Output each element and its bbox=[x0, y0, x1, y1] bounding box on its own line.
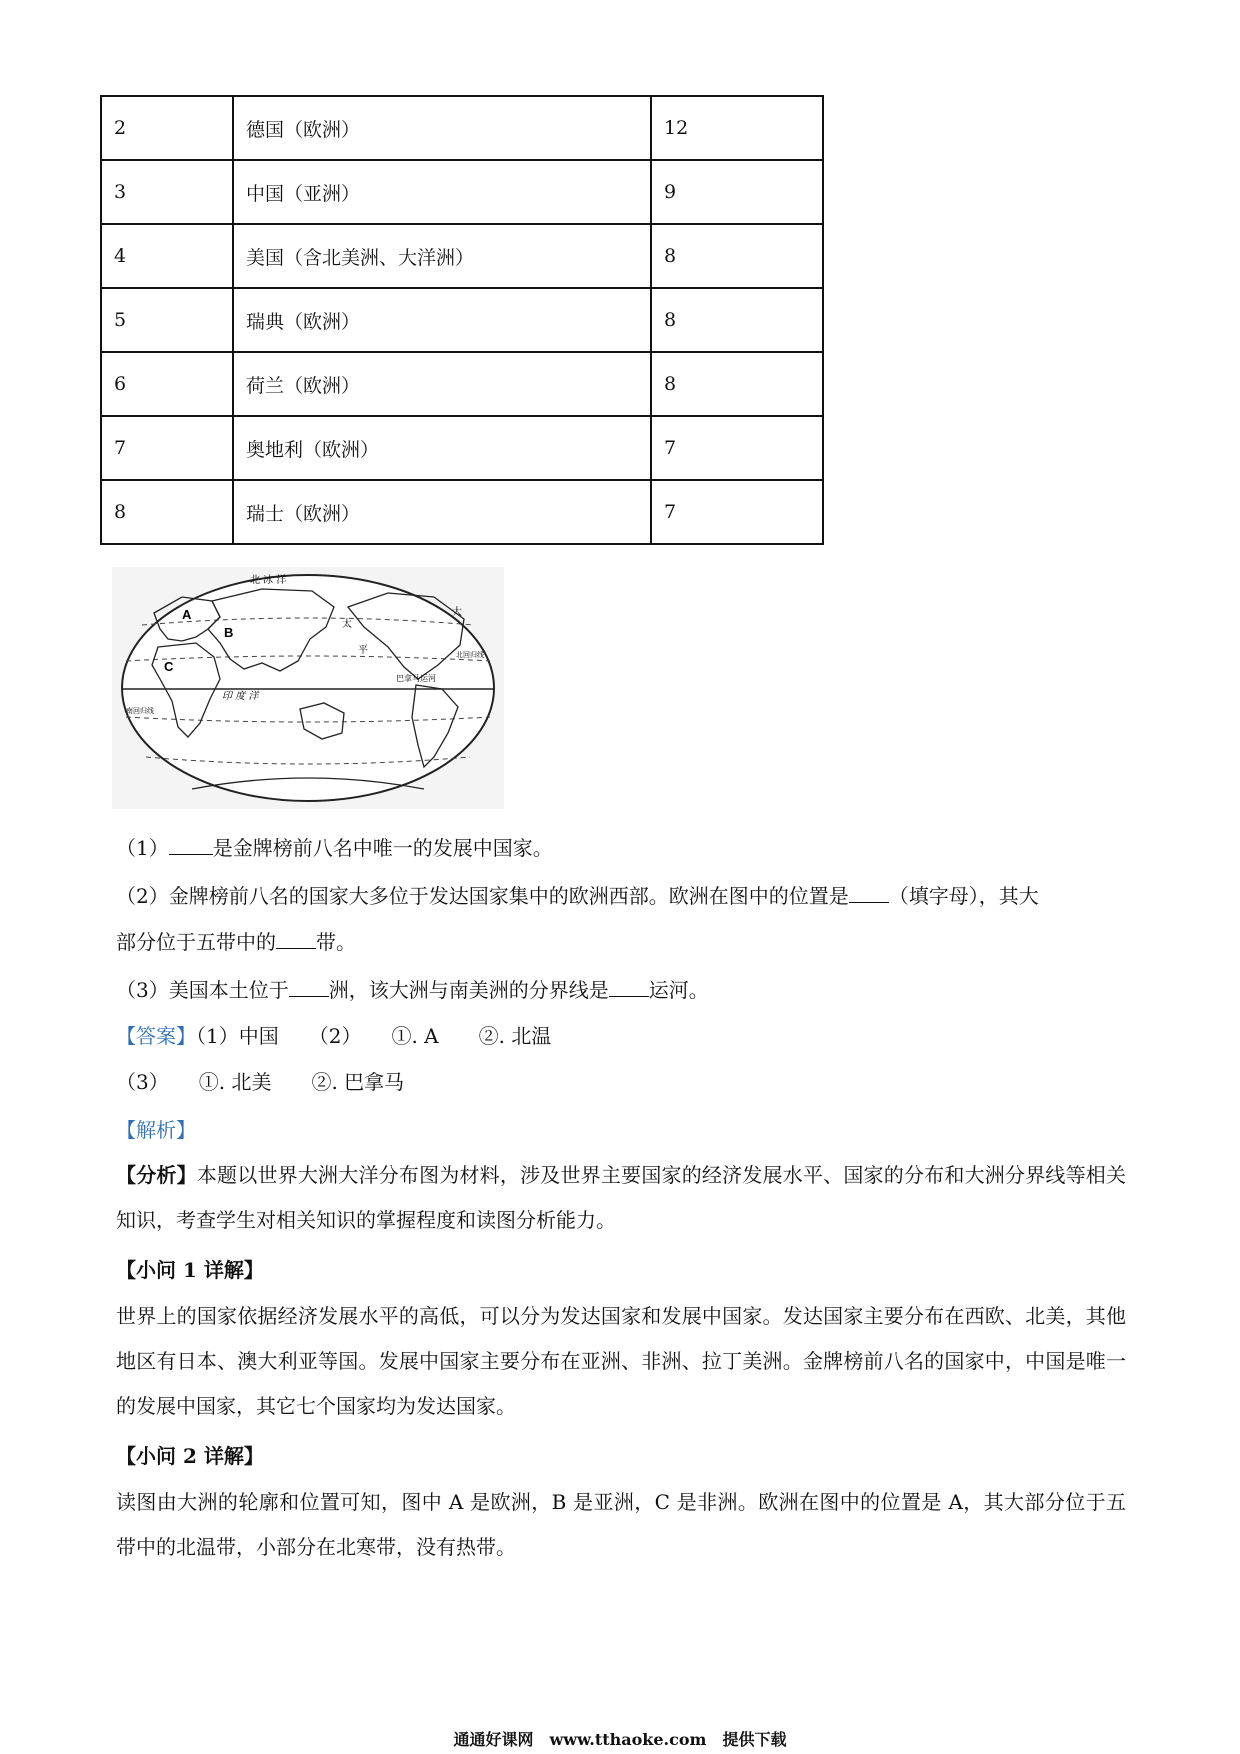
country-cell: 瑞士（欧洲） bbox=[233, 480, 651, 544]
map-label-pacific-1: 太 bbox=[342, 619, 352, 630]
map-label-n-tropic: 北回归线 bbox=[456, 651, 484, 659]
fenxi-text: 本题以世界大洲大洋分布图为材料，涉及世界主要国家的经济发展水平、国家的分布和大洲分界线等相关知识，考查学生对相关知识的掌握程度和读图分析能力。 bbox=[116, 1163, 1127, 1232]
country-cell: 美国（含北美洲、大洋洲） bbox=[233, 224, 651, 288]
gold-cell: 8 bbox=[651, 224, 823, 288]
fenxi-label: 【分析】 bbox=[116, 1163, 197, 1187]
gold-cell: 7 bbox=[651, 480, 823, 544]
country-cell: 瑞典（欧洲） bbox=[233, 288, 651, 352]
gold-cell: 9 bbox=[651, 160, 823, 224]
question-2-text-end: 带。 bbox=[316, 930, 356, 954]
table-row bbox=[101, 288, 823, 352]
map-label-b: B bbox=[224, 625, 234, 640]
rank-cell: 2 bbox=[101, 96, 233, 160]
answer-blank bbox=[289, 976, 329, 997]
medal-table bbox=[100, 95, 824, 545]
sub-question-1-title: 【小问 1 详解】 bbox=[116, 1258, 264, 1282]
table-row bbox=[101, 352, 823, 416]
question-3-text-end: 运河。 bbox=[648, 978, 709, 1002]
table-row bbox=[101, 224, 823, 288]
answer-text-1: （1）中国 （2） ①. A ②. 北温 bbox=[196, 1024, 552, 1048]
question-2-text-tail: （填字母），其大 bbox=[888, 884, 1039, 908]
rank-cell: 3 bbox=[101, 160, 233, 224]
analysis-fenxi bbox=[116, 1153, 1126, 1243]
country-cell: 中国（亚洲） bbox=[233, 160, 651, 224]
sub-question-2-text: 读图由大洲的轮廓和位置可知，图中 A 是欧洲，B 是亚洲，C 是非洲。欧洲在图中的位置是 A，其大部分位于五带中的北温带，小部分在北寒带，没有热带。 bbox=[116, 1490, 1126, 1559]
answer-blank bbox=[849, 882, 889, 903]
map-label-pacific-3: 大 bbox=[452, 607, 462, 618]
map-label-arctic: 北 冰 洋 bbox=[250, 575, 287, 586]
medal-table-body bbox=[101, 96, 823, 544]
gold-cell: 8 bbox=[651, 288, 823, 352]
page-footer: 通通好课网 www.tthaoke.com 提供下载 bbox=[453, 1730, 787, 1749]
question-2-text-cont: 部分位于五带中的 bbox=[116, 930, 276, 954]
country-cell: 荷兰（欧洲） bbox=[233, 352, 651, 416]
map-label-panama: 巴拿马运河 bbox=[396, 674, 436, 683]
answer-line-1 bbox=[116, 1022, 551, 1050]
answer-label: 【答案】 bbox=[116, 1024, 196, 1048]
country-cell: 奥地利（欧洲） bbox=[233, 416, 651, 480]
analysis-label: 【解析】 bbox=[116, 1118, 196, 1142]
question-2-line-2 bbox=[116, 928, 356, 956]
map-label-c: C bbox=[164, 659, 174, 674]
question-2-line-1 bbox=[116, 882, 1039, 910]
question-3-text: （3）美国本土位于 bbox=[116, 978, 289, 1002]
answer-blank bbox=[169, 834, 213, 855]
world-map bbox=[112, 567, 504, 809]
question-3-text-mid: 洲，该大洲与南美洲的分界线是 bbox=[328, 978, 609, 1002]
question-1-number: （1） bbox=[116, 836, 169, 860]
map-label-pacific-2: 平 bbox=[358, 645, 368, 656]
table-row bbox=[101, 160, 823, 224]
rank-cell: 5 bbox=[101, 288, 233, 352]
table-row bbox=[101, 416, 823, 480]
sub-question-2-title: 【小问 2 详解】 bbox=[116, 1444, 264, 1468]
country-cell: 德国（欧洲） bbox=[233, 96, 651, 160]
gold-cell: 8 bbox=[651, 352, 823, 416]
question-1-text: 是金牌榜前八名中唯一的发展中国家。 bbox=[212, 836, 553, 860]
gold-cell: 12 bbox=[651, 96, 823, 160]
rank-cell: 7 bbox=[101, 416, 233, 480]
table-row bbox=[101, 480, 823, 544]
question-1 bbox=[116, 834, 553, 862]
answer-text-2: （3） ①. 北美 ②. 巴拿马 bbox=[116, 1070, 405, 1094]
map-label-s-tropic: 南回归线 bbox=[126, 707, 154, 715]
world-map-figure bbox=[112, 567, 504, 809]
map-label-indian: 印 度 洋 bbox=[222, 691, 259, 702]
sub-question-1-text: 世界上的国家依据经济发展水平的高低，可以分为发达国家和发展中国家。发达国家主要分布在西欧、北美，其他地区有日本、澳大利亚等国。发展中国家主要分布在亚洲、非洲、拉丁美洲。金牌榜前八名的国家中，中国是唯一的发展中国家，其它七个国家均为发达国家。 bbox=[116, 1304, 1126, 1418]
answer-line-2 bbox=[116, 1068, 404, 1096]
answer-blank bbox=[609, 976, 649, 997]
answer-blank bbox=[276, 928, 316, 949]
map-label-a: A bbox=[182, 607, 192, 622]
table-row bbox=[101, 96, 823, 160]
question-3 bbox=[116, 976, 709, 1004]
rank-cell: 8 bbox=[101, 480, 233, 544]
gold-cell: 7 bbox=[651, 416, 823, 480]
rank-cell: 4 bbox=[101, 224, 233, 288]
question-2-text: （2）金牌榜前八名的国家大多位于发达国家集中的欧洲西部。欧洲在图中的位置是 bbox=[116, 884, 849, 908]
rank-cell: 6 bbox=[101, 352, 233, 416]
